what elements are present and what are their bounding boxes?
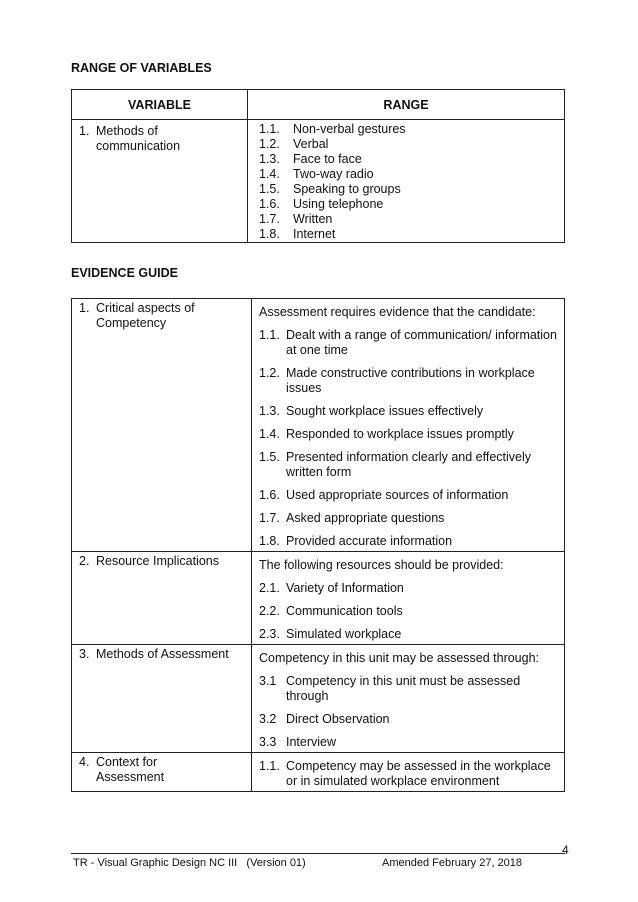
row-label-cell: 1. Critical aspects of Competency bbox=[72, 299, 252, 552]
list-item: 1.3. Face to face bbox=[259, 152, 362, 166]
list-item: 1.2. Verbal bbox=[259, 137, 329, 151]
range-column-header: RANGE bbox=[248, 90, 565, 120]
list-item: 1.5. Presented information clearly and effectively written form bbox=[259, 450, 532, 479]
page-number: 4 bbox=[562, 843, 569, 857]
list-item: 2.1. Variety of Information bbox=[259, 581, 404, 595]
list-item: 1.8. Internet bbox=[259, 227, 336, 241]
row-label-cell: 2. Resource Implications bbox=[72, 552, 252, 645]
list-item: 1.4. Responded to workplace issues promptly bbox=[259, 427, 514, 441]
list-item: 1.6. Used appropriate sources of information bbox=[259, 488, 509, 502]
list-item: 1.1. Competency may be assessed in the workplace or in simulated workplace environment bbox=[259, 759, 551, 788]
list-item: 3.3 Interview bbox=[259, 735, 337, 749]
table-row bbox=[72, 299, 565, 552]
row-content-cell bbox=[252, 552, 565, 645]
list-item: 1.6. Using telephone bbox=[259, 197, 384, 211]
variable-number: 1. bbox=[79, 124, 90, 138]
variable-column-header: VARIABLE bbox=[72, 90, 248, 120]
list-item: 2.3. Simulated workplace bbox=[259, 627, 402, 641]
range-of-variables-table bbox=[71, 89, 565, 243]
list-item: 3.1 Competency in this unit must be assessed through bbox=[259, 674, 521, 703]
row-intro-text: Competency in this unit may be assessed through: bbox=[259, 651, 540, 665]
list-item: 1.5. Speaking to groups bbox=[259, 182, 401, 196]
table-row bbox=[72, 552, 565, 645]
footer-document-title: TR - Visual Graphic Design NC III (Version 01) bbox=[73, 857, 306, 869]
table-row bbox=[72, 753, 565, 792]
list-item: 1.4. Two-way radio bbox=[259, 167, 374, 181]
list-item: 1.2. Made constructive contributions in workplace issues bbox=[259, 366, 535, 395]
row-label-cell: 4. Context for Assessment bbox=[72, 753, 252, 792]
variable-text: communication bbox=[96, 139, 181, 153]
row-label-cell: 3. Methods of Assessment bbox=[72, 645, 252, 753]
list-item: 1.3. Sought workplace issues effectively bbox=[259, 404, 484, 418]
list-item: 3.2 Direct Observation bbox=[259, 712, 390, 726]
evidence-guide-heading: EVIDENCE GUIDE bbox=[71, 266, 178, 280]
variable-cell bbox=[72, 120, 248, 243]
table-row bbox=[72, 120, 565, 243]
row-content-cell bbox=[252, 299, 565, 552]
range-of-variables-heading: RANGE OF VARIABLES bbox=[71, 61, 212, 75]
row-intro-text: Assessment requires evidence that the candidate: bbox=[259, 305, 536, 319]
table-header-row bbox=[72, 90, 565, 120]
row-intro-text: The following resources should be provided: bbox=[259, 558, 504, 572]
row-content-cell bbox=[252, 753, 565, 792]
list-item: 2.2. Communication tools bbox=[259, 604, 403, 618]
list-item: 1.7. Asked appropriate questions bbox=[259, 511, 445, 525]
variable-text: Methods of bbox=[96, 124, 158, 138]
list-item: 1.1. Dealt with a range of communication/ information at one time bbox=[259, 328, 557, 357]
evidence-guide-table bbox=[71, 298, 565, 792]
range-cell bbox=[248, 120, 565, 243]
list-item: 1.8. Provided accurate information bbox=[259, 534, 453, 548]
row-content-cell bbox=[252, 645, 565, 753]
list-item: 1.7. Written bbox=[259, 212, 333, 226]
table-row bbox=[72, 645, 565, 753]
footer-divider bbox=[71, 853, 565, 854]
list-item: 1.1. Non-verbal gestures bbox=[259, 122, 406, 136]
footer-amended-date: Amended February 27, 2018 bbox=[382, 857, 523, 869]
